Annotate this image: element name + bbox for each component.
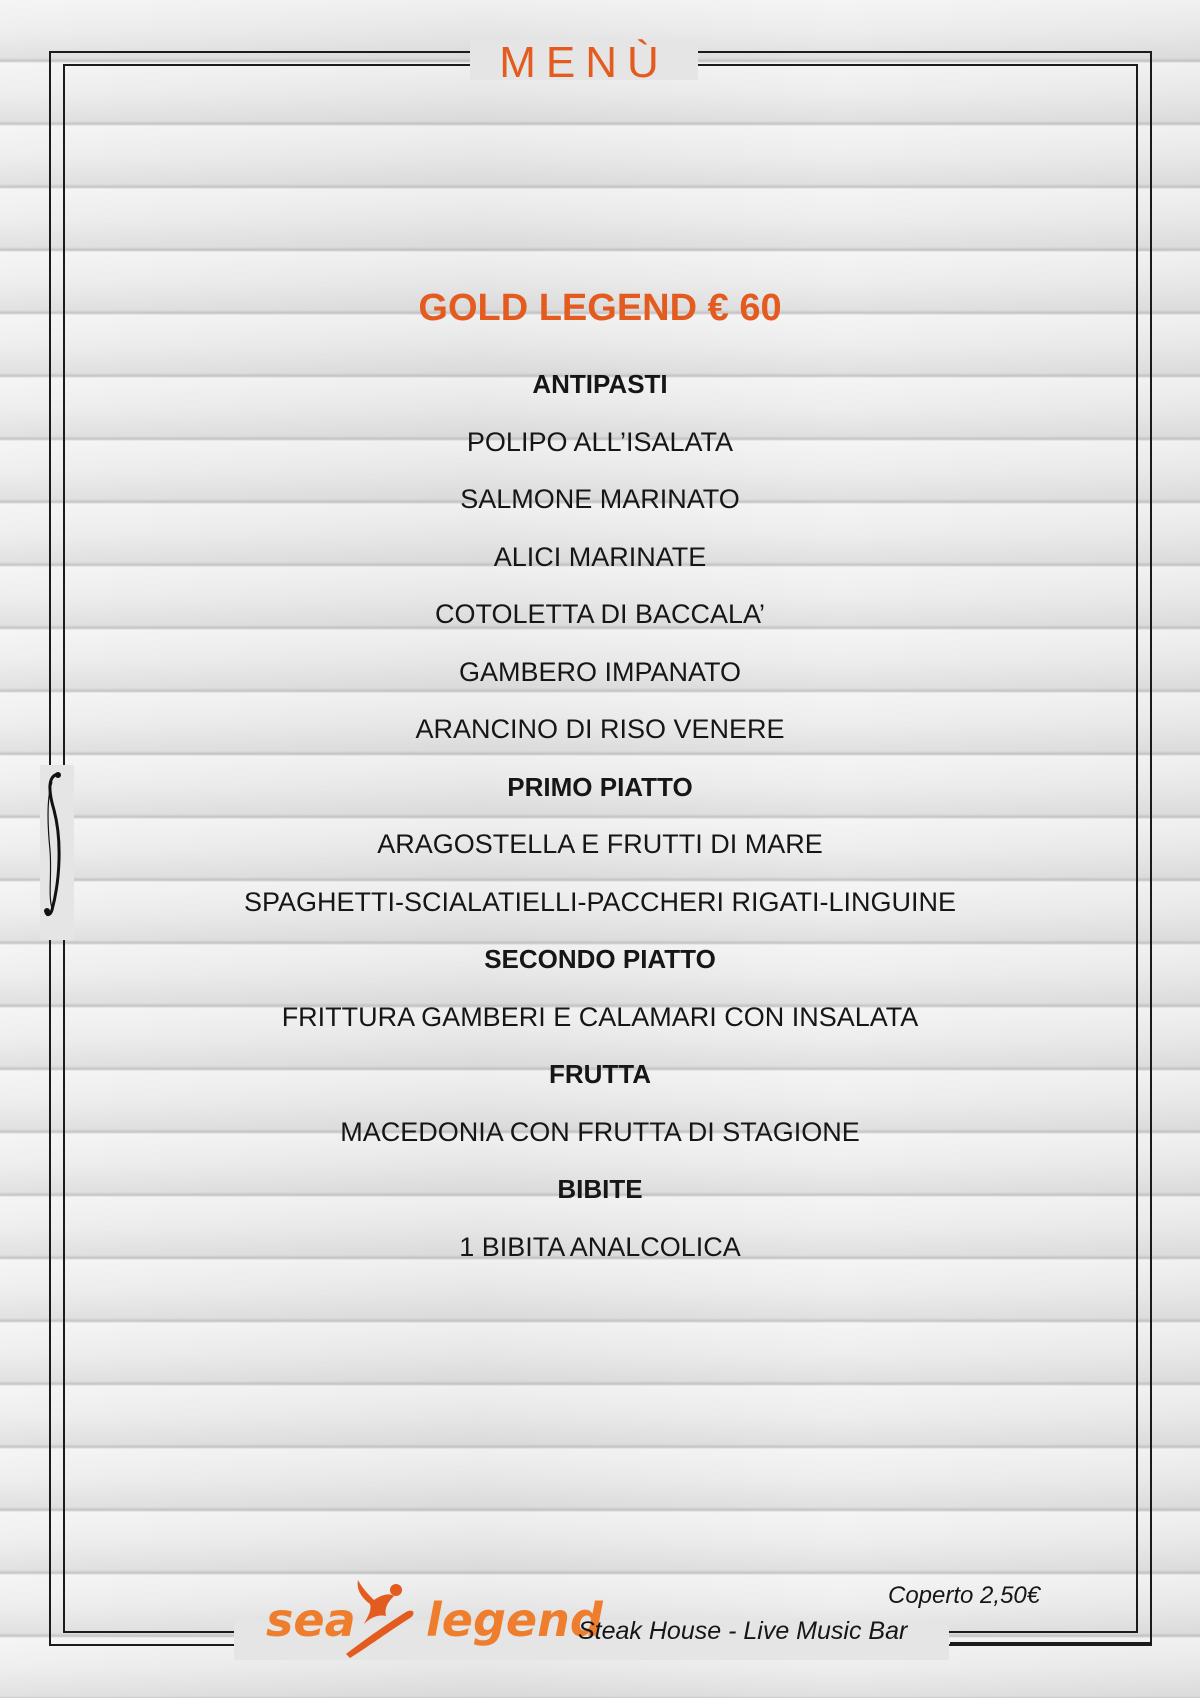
menu-item: ARANCINO DI RISO VENERE [415,714,785,744]
sea-legend-logo [266,1574,603,1664]
tagline: Steak House - Live Music Bar [578,1617,908,1645]
menu-item: FRITTURA GAMBERI E CALAMARI CON INSALATA [281,1001,919,1032]
menu-item: MACEDONIA CON FRUTTA DI STAGIONE [340,1116,860,1147]
section-heading: BIBITE [557,1174,643,1204]
section-heading: FRUTTA [548,1059,652,1089]
menu-sections [100,367,1100,1287]
menu-content [100,278,1100,1287]
surfer-icon [346,1580,413,1658]
menu-item: SALMONE MARINATO [460,484,740,514]
package-title: GOLD LEGEND € 60 [418,287,782,329]
menu-item: POLIPO ALL’ISALATA [466,426,734,457]
frame-bottom-right-segment [950,1642,1150,1644]
menu-title: MENÙ [499,38,669,87]
section-heading: SECONDO PIATTO [484,944,716,974]
menu-item: ALICI MARINATE [493,541,707,572]
logo-word-sea: sea [266,1593,356,1647]
section-heading: PRIMO PIATTO [507,771,693,802]
section-heading: ANTIPASTI [532,369,668,399]
scroll-ornament-icon [42,770,66,920]
logo-word-legend: legend [426,1593,603,1647]
menu-item: COTOLETTA DI BACCALA’ [434,599,766,629]
menu-item: GAMBERO IMPANATO [458,656,742,687]
menu-item: 1 BIBITA ANALCOLICA [459,1231,741,1262]
coperto-price: Coperto 2,50€ [888,1582,1041,1609]
menu-item: SPAGHETTI-SCIALATIELLI-PACCHERI RIGATI-LINGUINE [243,886,957,917]
menu-item: ARAGOSTELLA E FRUTTI DI MARE [377,829,823,859]
